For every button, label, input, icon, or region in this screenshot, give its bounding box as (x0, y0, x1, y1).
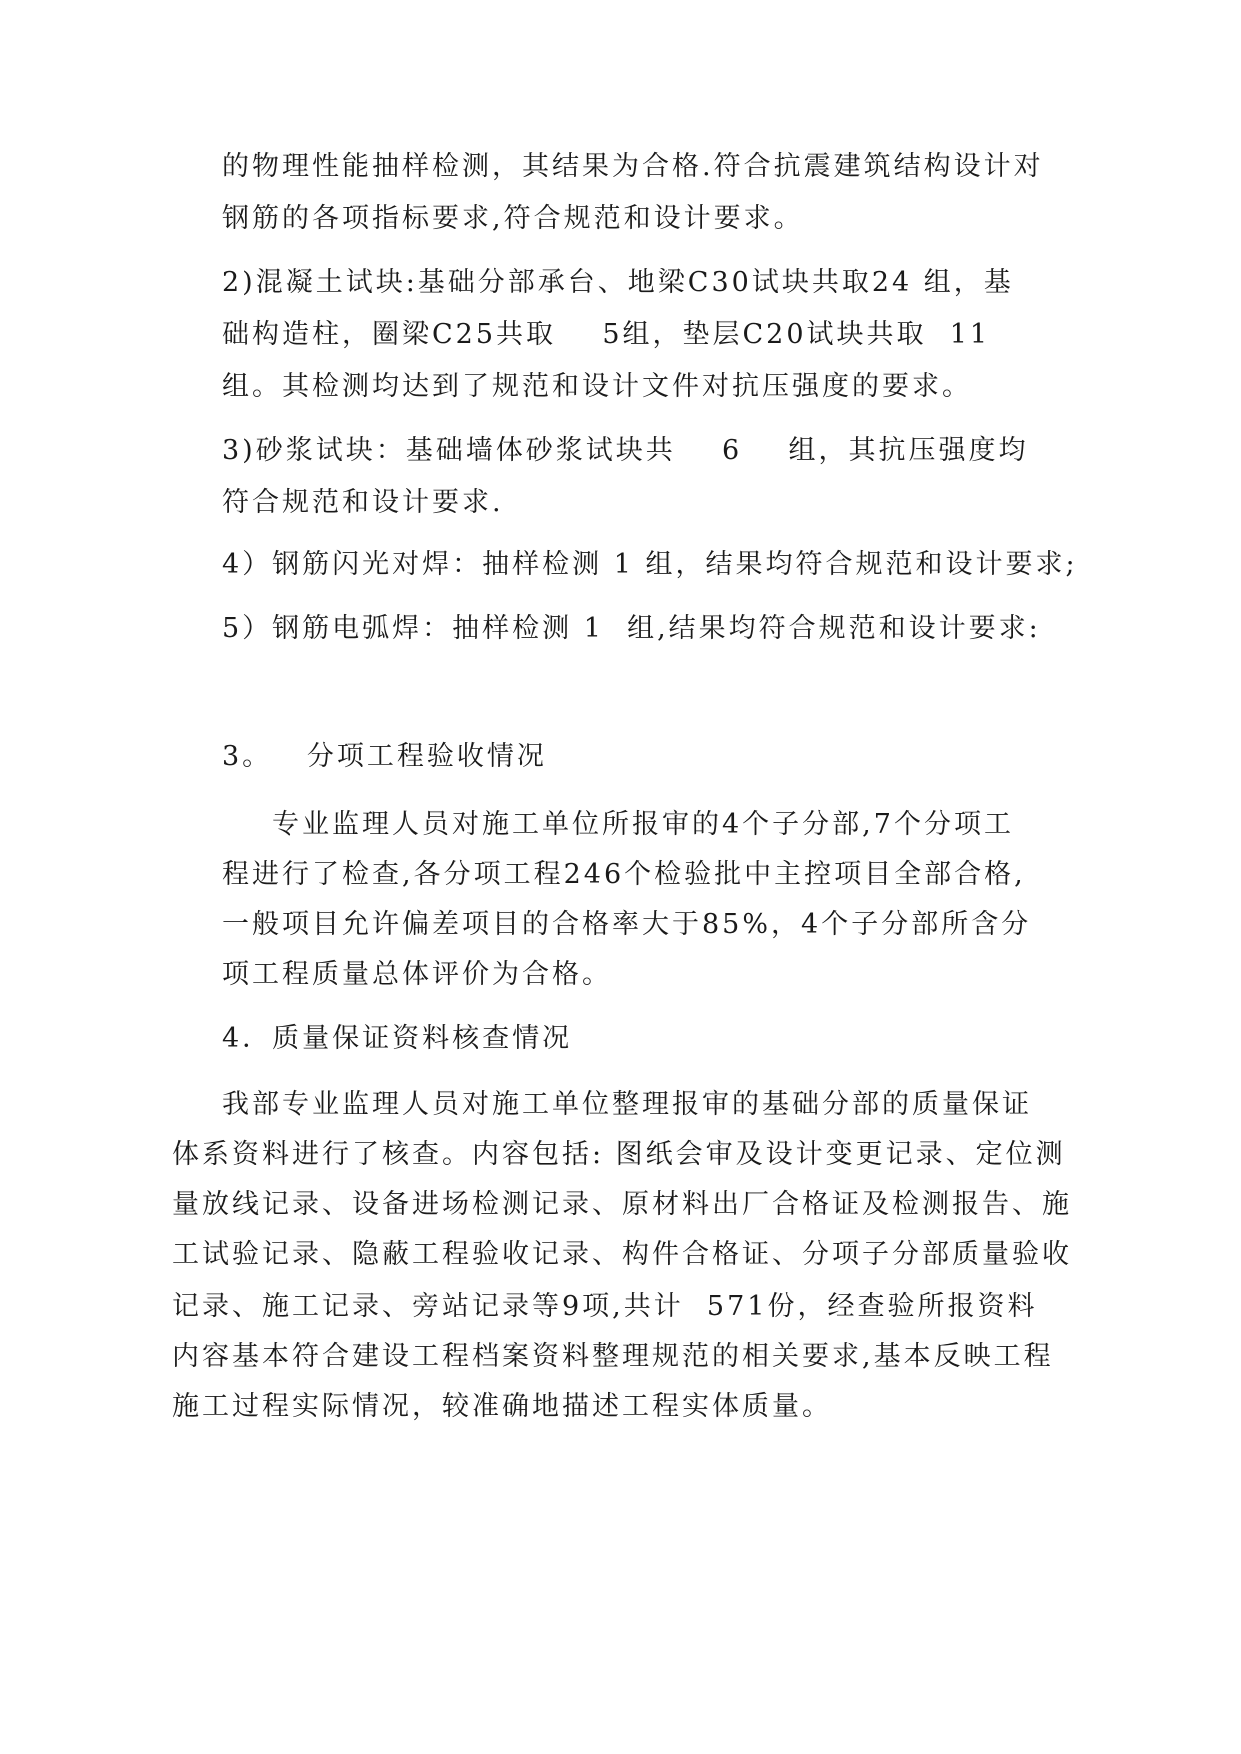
text-line: 5）钢筋电弧焊：抽样检测 1 组,结果均符合规范和设计要求: (222, 613, 1041, 644)
text-line: 我部专业监理人员对施工单位整理报审的基础分部的质量保证 (222, 1089, 1032, 1120)
text-line: 的物理性能抽样检测，其结果为合格.符合抗震建筑结构设计对 (222, 151, 1044, 182)
text-line: 组。其检测均达到了规范和设计文件对抗压强度的要求。 (222, 371, 972, 402)
text-line: 工试验记录、隐蔽工程验收记录、构件合格证、分项子分部质量验收 (172, 1239, 1072, 1270)
text-line: 2)混凝土试块:基础分部承台、地梁C30试块共取24 组，基 (222, 267, 1014, 298)
text-line: 记录、施工记录、旁站记录等9项,共计 571份，经查验所报资料 (172, 1291, 1038, 1322)
text-line: 4）钢筋闪光对焊：抽样检测 1 组，结果均符合规范和设计要求; (222, 549, 1078, 580)
text-line: 钢筋的各项指标要求,符合规范和设计要求。 (222, 203, 804, 234)
text-line: 量放线记录、设备进场检测记录、原材料出厂合格证及检测报告、施 (172, 1189, 1072, 1220)
section-heading: 4．质量保证资料核查情况 (222, 1023, 573, 1054)
text-line: 程进行了检查,各分项工程246个检验批中主控项目全部合格, (222, 859, 1026, 890)
text-line: 项工程质量总体评价为合格。 (222, 959, 612, 990)
section-heading: 3。 分项工程验收情况 (222, 741, 547, 772)
text-line: 础构造柱，圈梁C25共取 5组，垫层C20试块共取 11 (222, 319, 991, 350)
text-line: 一般项目允许偏差项目的合格率大于85%，4个子分部所含分 (222, 909, 1032, 940)
text-line: 内容基本符合建设工程档案资料整理规范的相关要求,基本反映工程 (172, 1341, 1054, 1372)
text-line: 3)砂浆试块：基础墙体砂浆试块共 6 组，其抗压强度均 (222, 435, 1029, 466)
text-line: 专业监理人员对施工单位所报审的4个子分部,7个分项工 (272, 809, 1014, 840)
text-line: 符合规范和设计要求. (222, 487, 504, 518)
text-line: 施工过程实际情况，较准确地描述工程实体质量。 (172, 1391, 832, 1422)
text-line: 体系资料进行了核查。内容包括: 图纸会审及设计变更记录、定位测 (172, 1139, 1066, 1170)
